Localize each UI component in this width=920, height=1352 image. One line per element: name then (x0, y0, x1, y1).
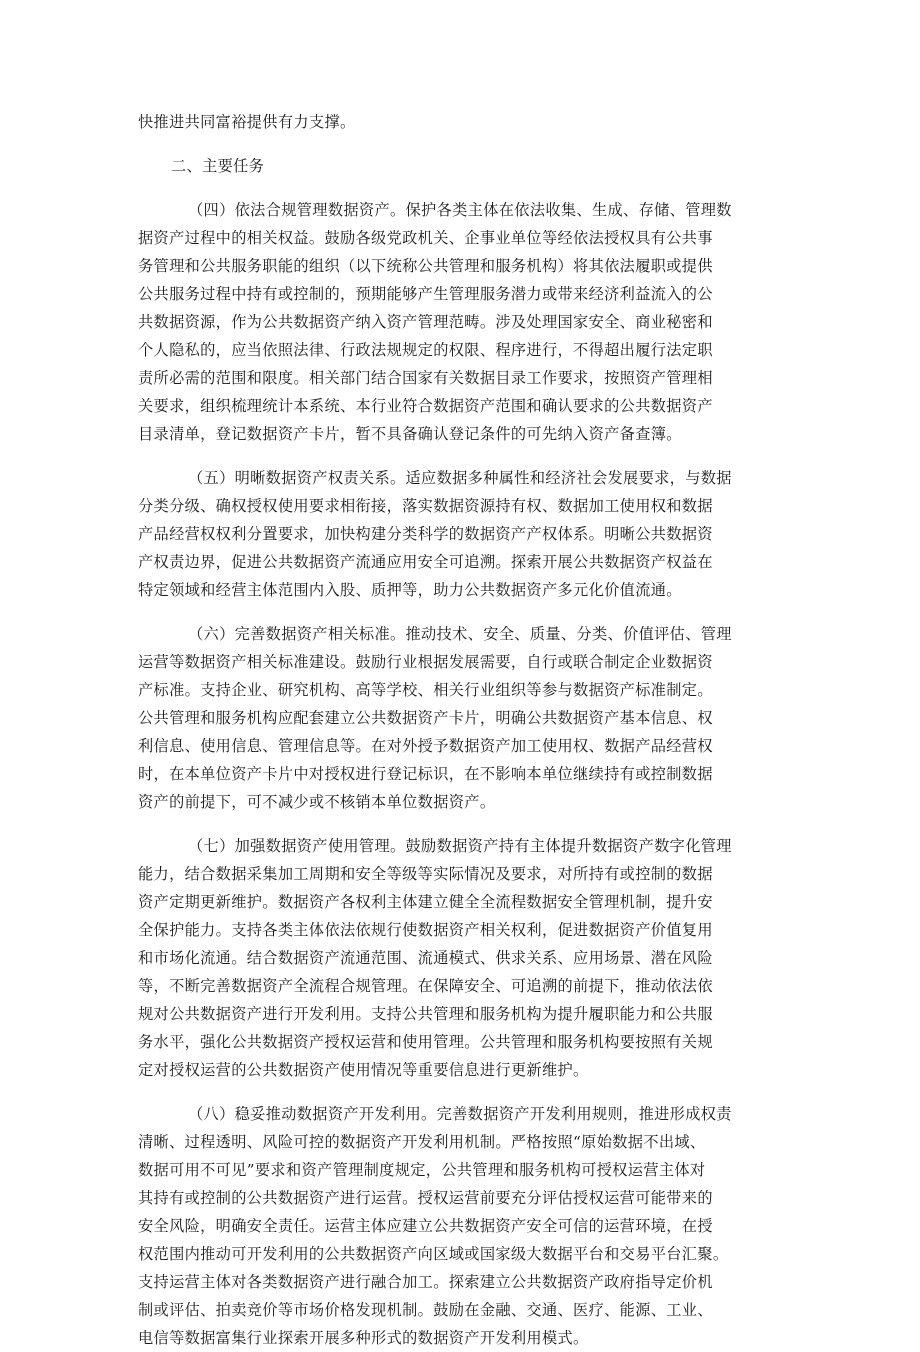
paragraph-line: 安全风险，明确安全责任。运营主体应建立公共数据资产安全可信的运营环境，在授 (138, 1217, 713, 1235)
paragraph-8 (138, 1100, 778, 1352)
paragraph-line: 运营等数据资产相关标准建设。鼓励行业根据发展需要，自行或联合制定企业数据资 (138, 653, 713, 671)
paragraph-line: （五）明晰数据资产权责关系。适应数据多种属性和经济社会发展要求，与数据 (188, 469, 732, 487)
intro-tail-line: 快推进共同富裕提供有力支撑。 (138, 113, 356, 131)
paragraph-line: 目录清单，登记数据资产卡片，暂不具备确认登记条件的可先纳入资产备查簿。 (138, 425, 682, 443)
paragraph-line: 产品经营权权利分置要求，加快构建分类科学的数据资产产权体系。明晰公共数据资 (138, 525, 713, 543)
paragraph-line: 务水平，强化公共数据资产授权运营和使用管理。公共管理和服务机构要按照有关规 (138, 1033, 713, 1051)
paragraph-line: 权范围内推动可开发利用的公共数据资产向区域或国家级大数据平台和交易平台汇聚。 (138, 1245, 729, 1263)
section-heading: 二、主要任务 (171, 157, 265, 175)
paragraph-line: 关要求，组织梳理统计本系统、本行业符合数据资产范围和确认要求的公共数据资产 (138, 397, 713, 415)
paragraph-line: （六）完善数据资产相关标准。推动技术、安全、质量、分类、价值评估、管理 (188, 625, 732, 643)
paragraph-line: 据资产过程中的相关权益。鼓励各级党政机关、企事业单位等经依法授权具有公共事 (138, 229, 713, 247)
paragraph-line: 其持有或控制的公共数据资产进行运营。授权运营前要充分评估授权运营可能带来的 (138, 1189, 713, 1207)
paragraph-7 (138, 832, 778, 1084)
paragraph-line: 等，不断完善数据资产全流程合规管理。在保障安全、可追溯的前提下，推动依法依 (138, 977, 713, 995)
paragraph-6 (138, 620, 778, 816)
paragraph-line: （四）依法合规管理数据资产。保护各类主体在依法收集、生成、存储、管理数 (188, 201, 732, 219)
paragraph-line: 特定领域和经营主体范围内入股、质押等，助力公共数据资产多元化价值流通。 (138, 581, 682, 599)
paragraph-line: 产标准。支持企业、研究机构、高等学校、相关行业组织等参与数据资产标准制定。 (138, 681, 713, 699)
paragraph-line: 和市场化流通。结合数据资产流通范围、流通模式、供求关系、应用场景、潜在风险 (138, 949, 713, 967)
paragraph-5 (138, 464, 778, 604)
paragraph-line: （八）稳妥推动数据资产开发利用。完善数据资产开发利用规则，推进形成权责 (188, 1105, 732, 1123)
paragraph-line: 资产的前提下，可不减少或不核销本单位数据资产。 (138, 793, 496, 811)
paragraph-line: 时，在本单位资产卡片中对授权进行登记标识，在不影响本单位继续持有或控制数据 (138, 765, 713, 783)
paragraph-line: 电信等数据富集行业探索开展多种形式的数据资产开发利用模式。 (138, 1329, 589, 1347)
paragraph-line: 全保护能力。支持各类主体依法依规行使数据资产相关权利，促进数据资产价值复用 (138, 921, 713, 939)
paragraph-line: 定对授权运营的公共数据资产使用情况等重要信息进行更新维护。 (138, 1061, 589, 1079)
paragraph-line: 规对公共数据资产进行开发利用。支持公共管理和服务机构为提升履职能力和公共服 (138, 1005, 713, 1023)
paragraph-line: 能力，结合数据采集加工周期和安全等级等实际情况及要求，对所持有或控制的数据 (138, 865, 713, 883)
paragraph-4 (138, 196, 778, 448)
document-page (138, 108, 778, 1352)
paragraph-line: 产权责边界，促进公共数据资产流通应用安全可追溯。探索开展公共数据资产权益在 (138, 553, 713, 571)
paragraph-line: 支持运营主体对各类数据资产进行融合加工。探索建立公共数据资产政府指导定价机 (138, 1273, 713, 1291)
paragraph-line: 分类分级、确权授权使用要求相衔接，落实数据资源持有权、数据加工使用权和数据 (138, 497, 713, 515)
paragraph-line: 公共服务过程中持有或控制的，预期能够产生管理服务潜力或带来经济利益流入的公 (138, 285, 713, 303)
paragraph-line: 公共管理和服务机构应配套建立公共数据资产卡片，明确公共数据资产基本信息、权 (138, 709, 713, 727)
paragraph-line: 责所必需的范围和限度。相关部门结合国家有关数据目录工作要求，按照资产管理相 (138, 369, 713, 387)
paragraph-line: 共数据资源，作为公共数据资产纳入资产管理范畴。涉及处理国家安全、商业秘密和 (138, 313, 713, 331)
paragraph-line: 资产定期更新维护。数据资产各权利主体建立健全全流程数据安全管理机制，提升安 (138, 893, 713, 911)
paragraph-line: 个人隐私的，应当依照法律、行政法规规定的权限、程序进行，不得超出履行法定职 (138, 341, 713, 359)
paragraph-line: （七）加强数据资产使用管理。鼓励数据资产持有主体提升数据资产数字化管理 (188, 837, 732, 855)
paragraph-line: 清晰、过程透明、风险可控的数据资产开发利用机制。严格按照“原始数据不出域、 (138, 1133, 706, 1151)
paragraph-line: 制或评估、拍卖竞价等市场价格发现机制。鼓励在金融、交通、医疗、能源、工业、 (138, 1301, 713, 1319)
paragraph-line: 利信息、使用信息、管理信息等。在对外授予数据资产加工使用权、数据产品经营权 (138, 737, 713, 755)
paragraph-line: 数据可用不可见”要求和资产管理制度规定，公共管理和服务机构可授权运营主体对 (138, 1161, 706, 1179)
paragraph-line: 务管理和公共服务职能的组织（以下统称公共管理和服务机构）将其依法履职或提供 (138, 257, 713, 275)
